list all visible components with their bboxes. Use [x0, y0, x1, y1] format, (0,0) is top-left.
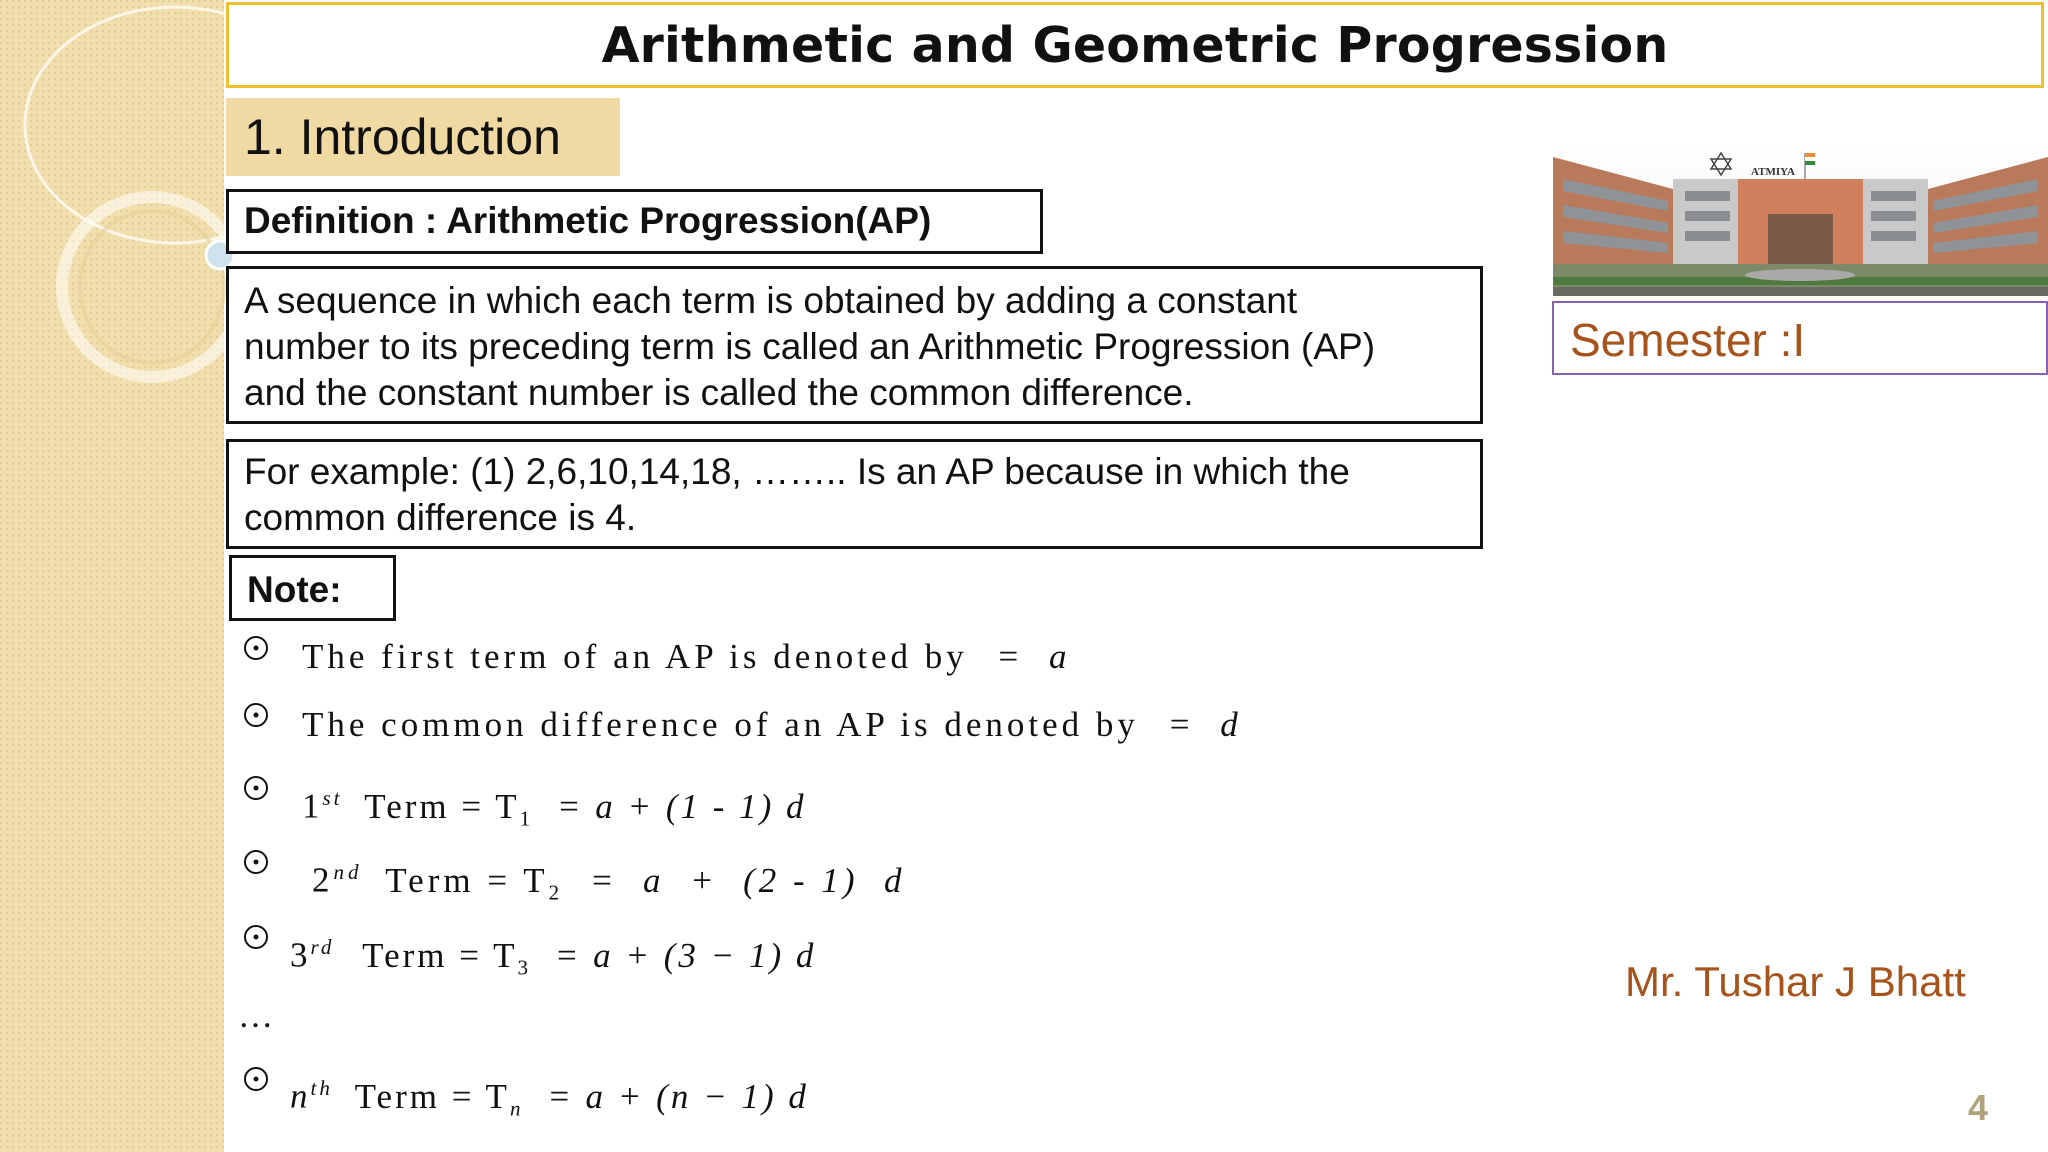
campus-sign-text: ATMIYA: [1751, 166, 1796, 178]
term-index: 1: [302, 786, 323, 826]
term-label: Term = T: [354, 1076, 510, 1116]
note-common-difference: [302, 703, 1242, 747]
example-line-2: common difference is 4.: [244, 497, 637, 538]
definition-heading: Definition : Arithmetic Progression(AP): [244, 200, 932, 241]
example-box: [226, 439, 1483, 549]
note-ellipsis: …: [238, 996, 276, 1035]
bullet-icon: [242, 774, 270, 802]
definition-line-3: and the constant number is called the common difference.: [244, 372, 1194, 413]
term-suffix: th: [310, 1076, 333, 1100]
term-subscript: 2: [548, 880, 564, 905]
term-suffix: nd: [333, 860, 363, 884]
variable-a: a: [1049, 637, 1071, 676]
term-index: 3: [290, 935, 311, 975]
bullet-icon: [242, 848, 270, 876]
note-label-box: [229, 555, 396, 621]
semester-label: Semester :I: [1570, 314, 1806, 366]
term-suffix: rd: [310, 935, 335, 959]
term-index: n: [290, 1076, 311, 1116]
bullet-icon: [242, 634, 270, 662]
bullet-icon: [242, 923, 270, 951]
example-line-1: For example: (1) 2,6,10,14,18, …….. Is an AP because in which the: [244, 451, 1350, 492]
definition-line-2: number to its preceding term is called an Arithmetic Progression (AP): [244, 326, 1376, 367]
term-formula: = a + (3 − 1) d: [554, 935, 817, 975]
term-subscript: 3: [517, 955, 531, 980]
author-name: Mr. Tushar J Bhatt: [1625, 958, 1966, 1005]
section-heading: [226, 98, 620, 176]
term-index: 2: [312, 860, 334, 900]
definition-line-1: A sequence in which each term is obtained by adding a constant: [244, 280, 1298, 321]
definition-heading-box: [226, 189, 1043, 254]
equals-sign: =: [1169, 705, 1194, 744]
variable-d: d: [1220, 705, 1242, 744]
page-number: 4: [1968, 1087, 1989, 1128]
slide-title-box: [226, 2, 2044, 88]
bullet-icon: [242, 701, 270, 729]
note-first-term-text: The first term of an AP is denoted by: [302, 637, 968, 676]
term-label: Term = T: [385, 860, 549, 900]
equals-sign: =: [998, 637, 1023, 676]
campus-photo: [1553, 139, 2048, 296]
term-label: Term = T: [362, 935, 518, 975]
term-formula: = a + (2 - 1) d: [589, 860, 906, 900]
note-common-difference-text: The common difference of an AP is denoted by: [302, 705, 1139, 744]
term-label: Term = T: [364, 786, 520, 826]
note-first-term: [302, 635, 1071, 679]
slide-title: Arithmetic and Geometric Progression: [601, 16, 1669, 74]
definition-text-box: [226, 266, 1483, 424]
note-term-2: [312, 850, 906, 915]
semester-box: [1552, 301, 2048, 375]
term-formula: = a + (1 - 1) d: [556, 786, 807, 826]
section-heading-text: 1. Introduction: [244, 109, 561, 165]
term-formula: = a + (n − 1) d: [547, 1076, 809, 1116]
term-suffix: st: [322, 786, 343, 810]
note-term-1: [302, 776, 807, 841]
note-term-n: [290, 1066, 809, 1131]
term-subscript: n: [509, 1096, 524, 1121]
bullet-icon: [242, 1065, 270, 1093]
note-label: Note:: [247, 569, 342, 610]
note-term-3: [290, 925, 816, 990]
term-subscript: 1: [519, 806, 534, 831]
